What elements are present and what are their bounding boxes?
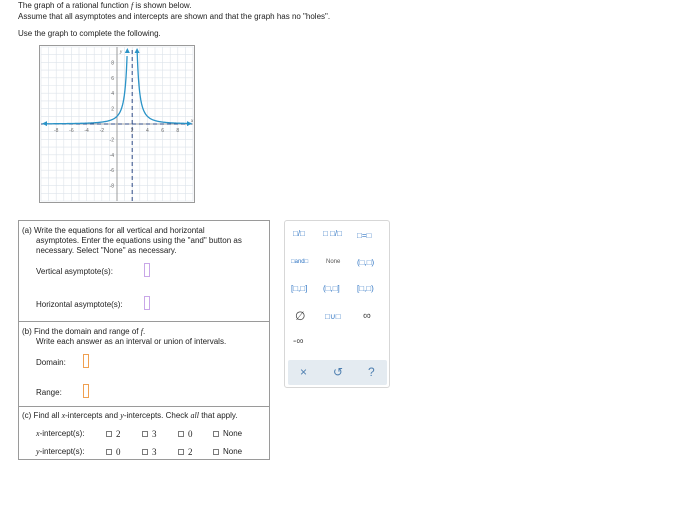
mixed-number-button[interactable]: □ □/□ (323, 229, 342, 238)
x-tick-label: 6 (161, 128, 164, 134)
checkbox[interactable] (213, 431, 219, 437)
clear-button[interactable]: × (300, 365, 308, 379)
help-button[interactable]: ? (368, 365, 375, 379)
x-axis-label: x (191, 119, 194, 124)
checkbox[interactable] (142, 449, 148, 455)
undo-button[interactable]: ↺ (333, 365, 344, 379)
closed-open-interval-button[interactable]: [□,□) (357, 284, 374, 293)
y-intercept-option-none[interactable]: None (213, 447, 242, 456)
x-intercept-option-none[interactable]: None (213, 429, 242, 438)
x-tick-label: -2 (99, 128, 105, 134)
closed-closed-interval-button[interactable]: [□,□] (291, 284, 308, 293)
part-a-prompt-3: necessary. Select "None" as necessary. (36, 246, 177, 255)
x-intercept-label: x-intercept(s): (36, 429, 85, 438)
checkbox[interactable] (106, 431, 112, 437)
x-tick-label: 4 (146, 128, 149, 134)
y-intercept-option-0[interactable]: 0 (106, 447, 121, 457)
vertical-asymptote-input[interactable] (144, 263, 150, 277)
part-a-prompt-2: asymptotes. Enter the equations using the "and" button as (36, 236, 242, 245)
y-tick-label: -2 (109, 137, 114, 144)
checkbox[interactable] (178, 431, 184, 437)
vertical-asymptote-label: Vertical asymptote(s): (36, 267, 113, 276)
y-axis-label: y (120, 50, 123, 55)
part-b-prompt-1: (b) Find the domain and range of f. (22, 327, 146, 336)
x-intercept-option-3[interactable]: 3 (142, 429, 157, 439)
fraction-button[interactable]: □/□ (293, 229, 305, 238)
checkbox[interactable] (213, 449, 219, 455)
problem-intro (18, 0, 330, 22)
x-tick-label: -4 (84, 128, 89, 134)
range-input[interactable] (83, 384, 89, 398)
checkbox[interactable] (106, 449, 112, 455)
function-graph (39, 45, 195, 203)
and-button[interactable]: □and□ (291, 259, 309, 265)
y-tick-label: -6 (109, 168, 114, 175)
math-palette (284, 220, 390, 388)
part-a-prompt-1: (a) Write the equations for all vertical and horizontal (22, 226, 205, 235)
palette-action-bar (288, 360, 387, 385)
negative-infinity-button[interactable]: -∞ (293, 336, 304, 347)
range-label: Range: (36, 388, 62, 397)
y-intercept-option-2[interactable]: 2 (178, 447, 193, 457)
horizontal-asymptote-label: Horizontal asymptote(s): (36, 300, 123, 309)
horizontal-asymptote-input[interactable] (144, 296, 150, 310)
union-button[interactable]: □∪□ (325, 312, 341, 321)
infinity-button[interactable]: ∞ (363, 310, 371, 322)
intro-line-3: Use the graph to complete the following. (18, 29, 161, 38)
checkbox[interactable] (142, 431, 148, 437)
y-intercept-option-3[interactable]: 3 (142, 447, 157, 457)
domain-label: Domain: (36, 358, 66, 367)
checkbox[interactable] (178, 449, 184, 455)
x-tick-label: -8 (53, 128, 59, 134)
domain-input[interactable] (83, 354, 89, 368)
x-intercept-option-2[interactable]: 2 (106, 429, 121, 439)
equals-button[interactable]: □=□ (357, 231, 372, 240)
y-tick-label: 8 (111, 60, 114, 67)
y-tick-label: -8 (109, 183, 114, 190)
y-tick-label: -4 (109, 152, 114, 159)
x-tick-label: -6 (69, 128, 74, 134)
x-intercept-option-0[interactable]: 0 (178, 429, 193, 439)
open-closed-interval-button[interactable]: (□,□] (323, 284, 340, 293)
empty-set-button[interactable]: ∅ (295, 309, 306, 323)
intro-line-2: Assume that all asymptotes and intercepts are shown and that the graph has no "holes". (18, 12, 331, 21)
part-a-section (19, 221, 269, 322)
y-intercept-label: y-intercept(s): (36, 447, 85, 456)
part-b-section (19, 322, 269, 407)
none-button[interactable]: None (326, 259, 341, 265)
part-b-prompt-2: Write each answer as an interval or union of intervals. (36, 337, 227, 346)
y-tick-label: 4 (111, 91, 114, 98)
intro-line-1: The graph of a rational function f is shown below. (18, 1, 192, 10)
question-panel (18, 220, 270, 460)
x-tick-label: 2 (130, 128, 134, 134)
x-tick-label: 8 (176, 128, 180, 134)
y-tick-label: 2 (111, 106, 114, 113)
part-c-section (19, 407, 269, 459)
open-open-interval-button[interactable]: (□,□) (357, 258, 375, 267)
part-c-prompt: (c) Find all x-intercepts and y-intercepts. Check all that apply. (22, 411, 238, 420)
y-tick-label: 6 (111, 75, 114, 82)
